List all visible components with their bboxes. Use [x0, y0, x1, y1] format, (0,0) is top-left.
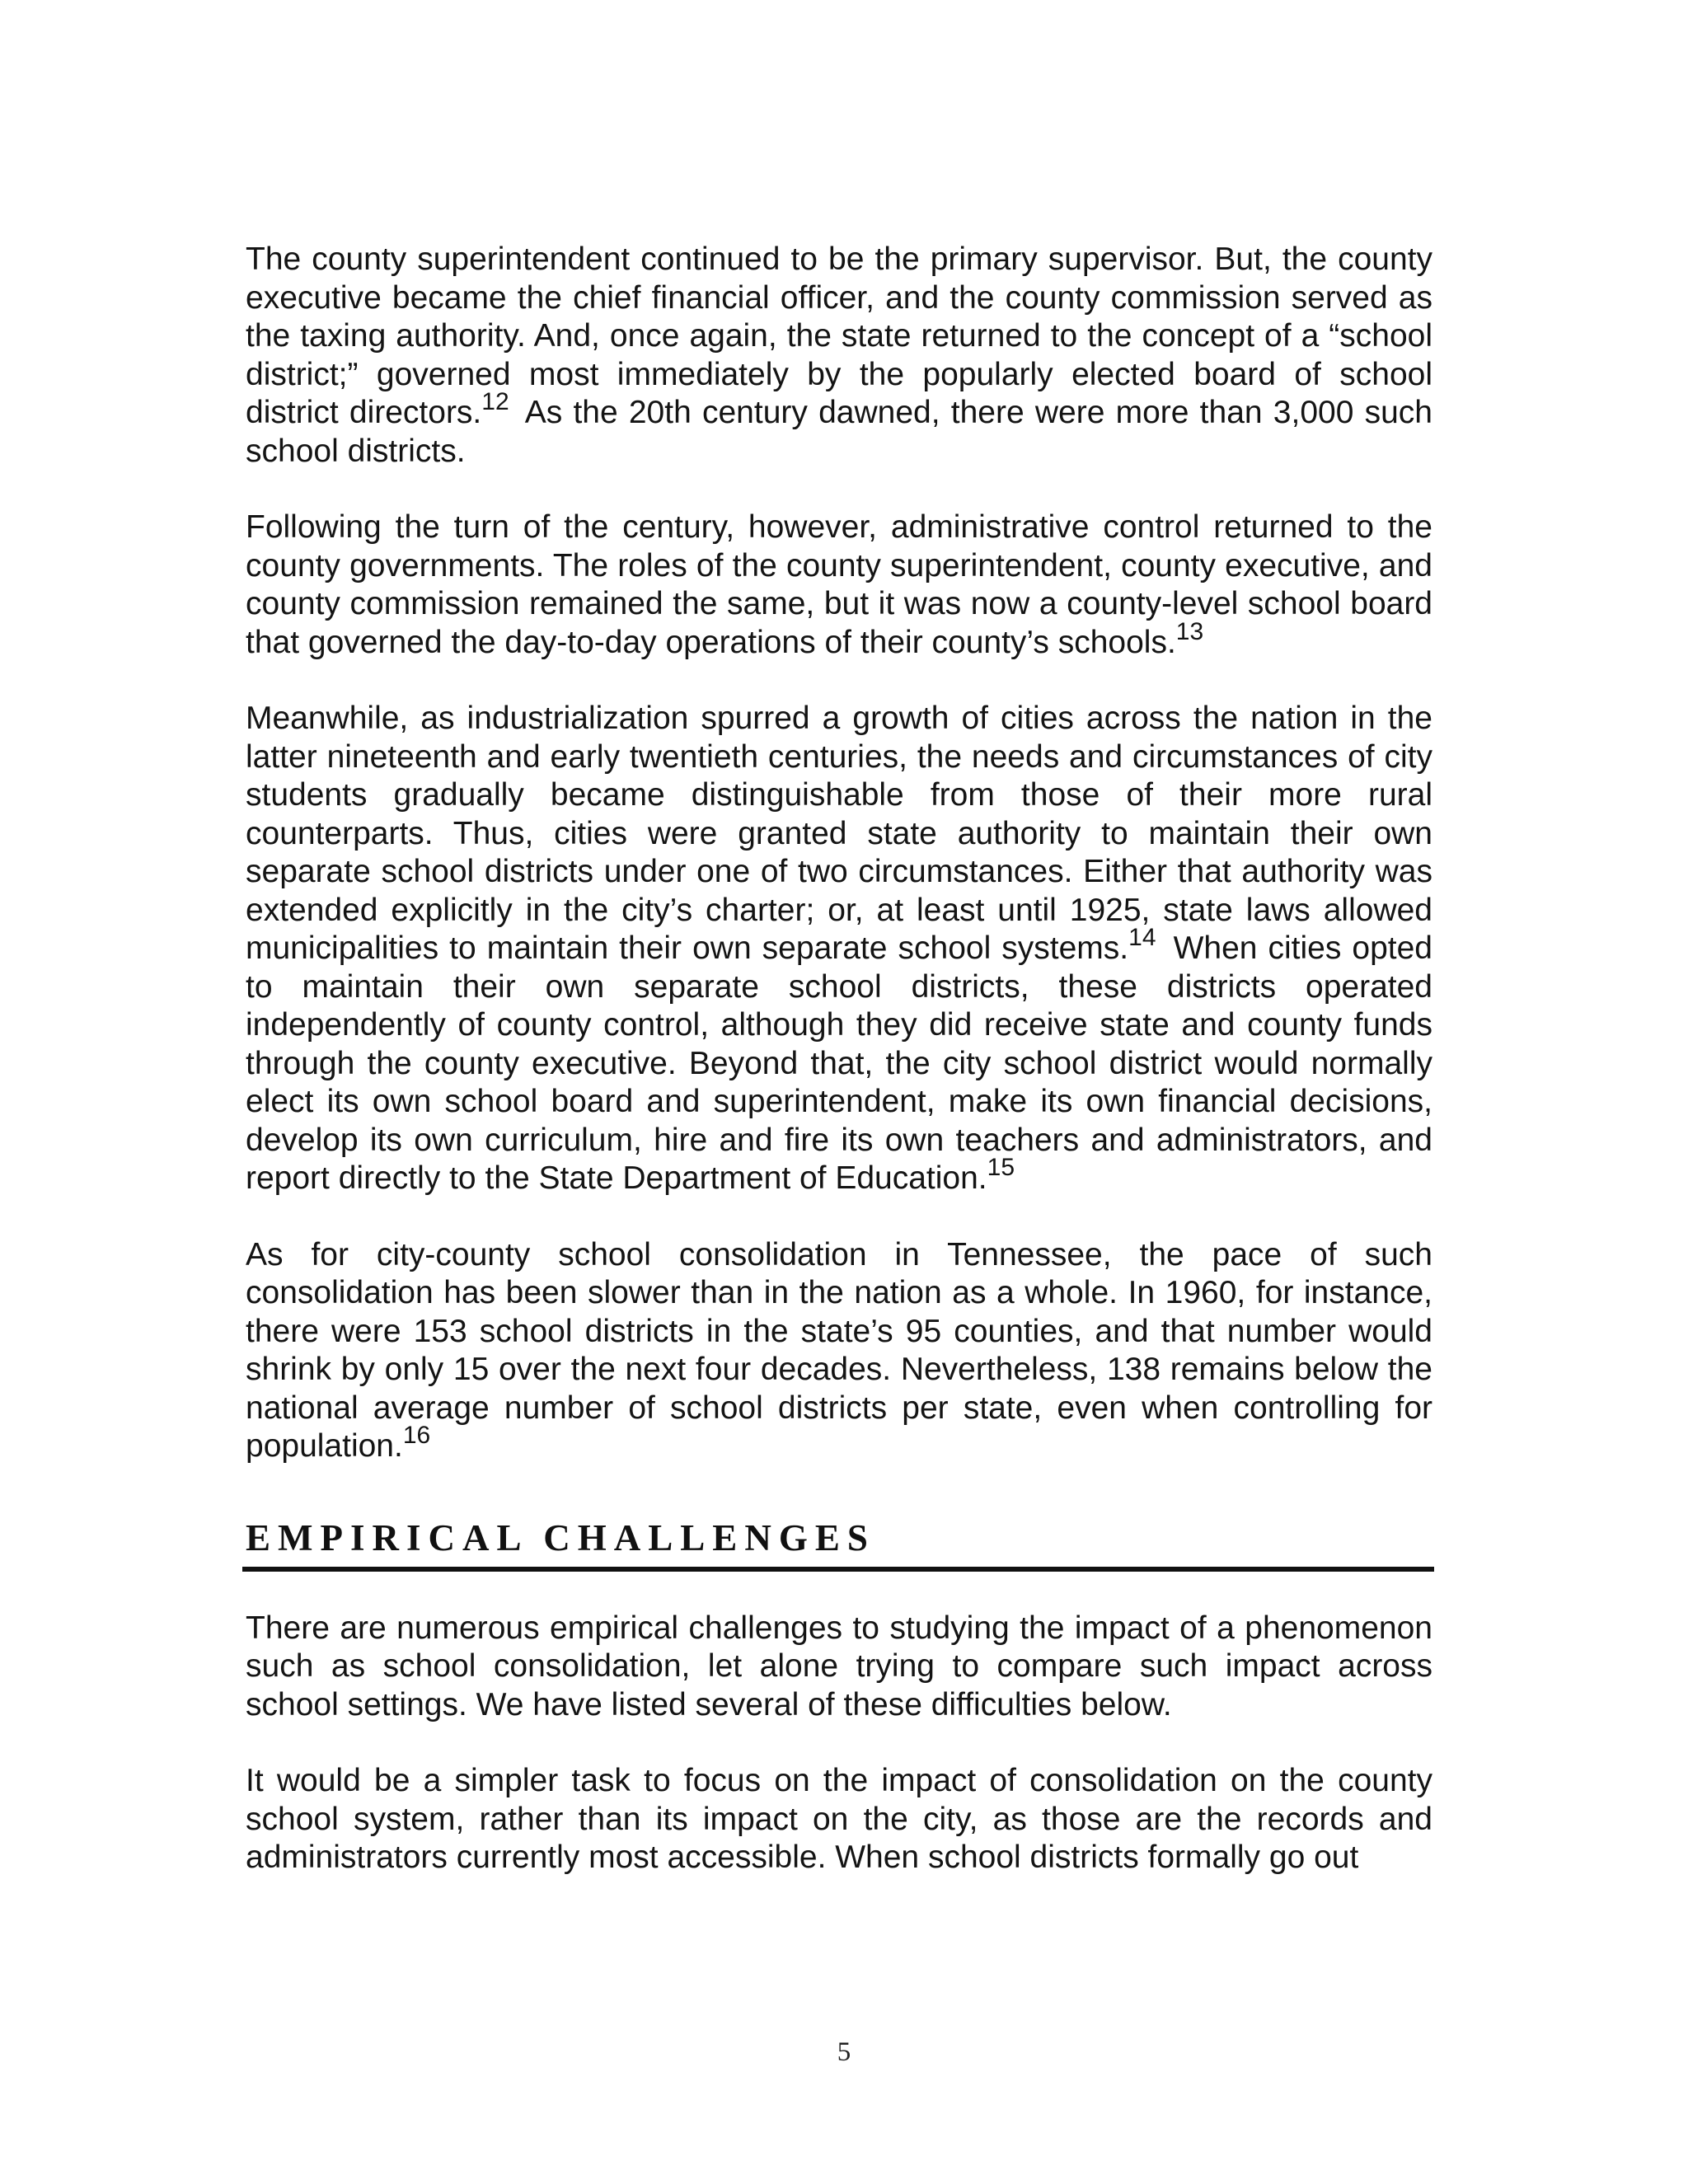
- paragraph-text: Following the turn of the century, however, administrative control returned to the county governments. The roles of the county superintendent, county executive, and county commission remained the same, but it was now a county-level school board that governed the day-to-day operations of their county’s schools.: [246, 509, 1432, 660]
- paragraph-county-superintendent: [246, 241, 1432, 471]
- footnote-13: 13: [1175, 617, 1204, 645]
- heading-rule: [242, 1567, 1434, 1572]
- paragraph-text: When cities opted to maintain their own separate school districts, these districts operated independently of county control, although they did receive state and county funds through the county executive. Beyond that, the city school district would normally elect its own school board and superintendent, make its own financial decisions, develop its own curriculum, hire and fire its own teachers and administrators, and report directly to the State Department of Education.: [246, 930, 1432, 1196]
- footnote-14: 14: [1128, 924, 1156, 951]
- section-heading: EMPIRICAL CHALLENGES: [246, 1516, 875, 1558]
- paragraph-text: Meanwhile, as industrialization spurred a growth of cities across the nation in the latter nineteenth and early twentieth centuries, the needs and circumstances of city students gradually became distinguishable from those of their more rural counterparts. Thus, cities were granted state authority to maintain their own separate school districts under one of two circumstances. Either that authority was extended explicitly in the city’s charter; or, at least until 1925, state laws allowed municipalities to maintain their own separate school systems.: [246, 701, 1432, 966]
- footnote-15: 15: [987, 1154, 1015, 1181]
- paragraph-consolidation-pace: [246, 1236, 1432, 1466]
- paragraph-turn-of-century: [246, 509, 1432, 662]
- page-body: [246, 241, 1432, 1915]
- paragraph-text: As for city-county school consolidation in Tennessee, the pace of such consolidation has been slower than in the nation as a whole. In 1960, for instance, there were 153 school districts in the state’s 95 counties, and that number would shrink by only 15 over the next four decades. Nevertheless, 138 remains below the national average number of school districts per state, even when controlling for population.: [246, 1236, 1432, 1464]
- footnote-12: 12: [481, 388, 509, 415]
- paragraph-text: The county superintendent continued to be the primary supervisor. But, the county executive became the chief financial officer, and the county commission served as the taxing authority. And, once again, the state returned to the concept of a “school district;” governed most immediately by the popularly elected board of school district directors.: [246, 241, 1432, 430]
- paragraph-industrialization: [246, 700, 1432, 1198]
- paragraph-text: As the 20th century dawned, there were more than 3,000 such school districts.: [246, 395, 1432, 469]
- paragraph-simpler-task: It would be a simpler task to focus on the impact of consolidation on the county school system, rather than its impact on the city, as those are the records and administrators currently most accessible. When school districts formally go out: [246, 1763, 1432, 1875]
- page-number: 5: [837, 2037, 851, 2067]
- paragraph-empirical-intro: There are numerous empirical challenges to studying the impact of a phenomenon such as school consolidation, let alone trying to compare such impact across school settings. We have listed several of these difficulties below.: [246, 1610, 1432, 1722]
- footnote-16: 16: [402, 1422, 431, 1449]
